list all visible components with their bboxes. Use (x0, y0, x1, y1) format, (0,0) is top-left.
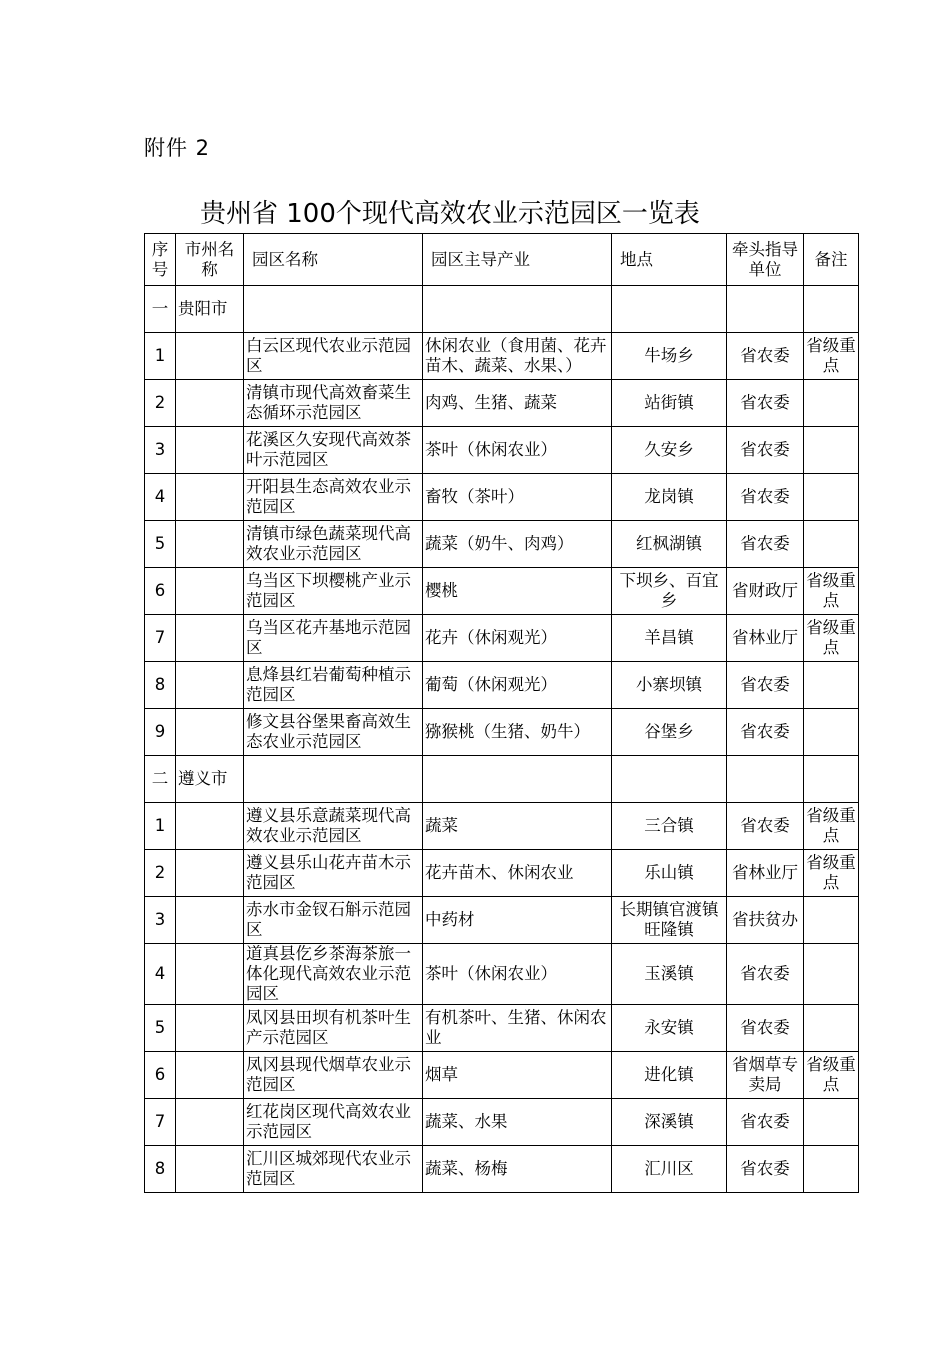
cell-seq: 一 (145, 286, 176, 333)
table-row (145, 1099, 859, 1146)
cell-park-name (244, 756, 423, 803)
cell-lead-unit: 省农委 (727, 1099, 804, 1146)
cell-remark (804, 756, 859, 803)
cell-industry: 茶叶（休闲农业） (423, 944, 612, 1005)
cell-industry: 蔬菜、杨梅 (423, 1146, 612, 1193)
document-title: 贵州省 100个现代高效农业示范园区一览表 (200, 199, 700, 229)
cell-remark (804, 286, 859, 333)
cell-seq: 7 (145, 615, 176, 662)
cell-lead-unit: 省财政厅 (727, 568, 804, 615)
cell-lead-unit: 省农委 (727, 521, 804, 568)
table-row (145, 1146, 859, 1193)
cell-city (176, 1005, 244, 1052)
parks-table (144, 233, 859, 1193)
cell-park-name: 道真县仡乡茶海茶旅一体化现代高效农业示范园区 (244, 944, 423, 1005)
cell-industry: 有机茶叶、生猪、休闲农业 (423, 1005, 612, 1052)
table-row (145, 944, 859, 1005)
header-seq: 序号 (145, 234, 176, 286)
table-row (145, 380, 859, 427)
cell-city (176, 427, 244, 474)
cell-seq: 2 (145, 850, 176, 897)
cell-location: 下坝乡、百宜乡 (612, 568, 727, 615)
cell-park-name: 白云区现代农业示范园区 (244, 333, 423, 380)
cell-seq: 8 (145, 662, 176, 709)
cell-lead-unit (727, 286, 804, 333)
cell-remark: 省级重点 (804, 1052, 859, 1099)
cell-remark: 省级重点 (804, 615, 859, 662)
cell-park-name: 乌当区下坝樱桃产业示范园区 (244, 568, 423, 615)
cell-seq: 5 (145, 1005, 176, 1052)
header-industry: 园区主导产业 (423, 234, 612, 286)
cell-city (176, 568, 244, 615)
table-row (145, 709, 859, 756)
cell-city (176, 1099, 244, 1146)
cell-industry: 中药材 (423, 897, 612, 944)
cell-industry: 休闲农业（食用菌、花卉苗木、蔬菜、水果、） (423, 333, 612, 380)
cell-lead-unit: 省农委 (727, 709, 804, 756)
cell-lead-unit: 省林业厅 (727, 615, 804, 662)
table-row (145, 615, 859, 662)
cell-industry: 蔬菜（奶牛、肉鸡） (423, 521, 612, 568)
cell-seq: 3 (145, 427, 176, 474)
cell-remark (804, 521, 859, 568)
table-row (145, 333, 859, 380)
table-row (145, 568, 859, 615)
cell-industry: 烟草 (423, 1052, 612, 1099)
cell-seq: 1 (145, 333, 176, 380)
header-lead-unit: 牵头指导单位 (727, 234, 804, 286)
cell-industry: 猕猴桃（生猪、奶牛） (423, 709, 612, 756)
cell-park-name: 息烽县红岩葡萄种植示范园区 (244, 662, 423, 709)
cell-seq: 5 (145, 521, 176, 568)
cell-industry: 花卉苗木、休闲农业 (423, 850, 612, 897)
cell-industry: 茶叶（休闲农业） (423, 427, 612, 474)
cell-industry: 肉鸡、生猪、蔬菜 (423, 380, 612, 427)
cell-remark: 省级重点 (804, 568, 859, 615)
cell-lead-unit: 省农委 (727, 333, 804, 380)
cell-park-name: 遵义县乐山花卉苗木示范园区 (244, 850, 423, 897)
cell-park-name (244, 286, 423, 333)
cell-location: 长期镇官渡镇旺隆镇 (612, 897, 727, 944)
cell-city (176, 380, 244, 427)
cell-location (612, 756, 727, 803)
cell-seq: 1 (145, 803, 176, 850)
cell-location: 久安乡 (612, 427, 727, 474)
cell-city (176, 333, 244, 380)
cell-remark (804, 474, 859, 521)
cell-lead-unit: 省烟草专卖局 (727, 1052, 804, 1099)
table-row (145, 1005, 859, 1052)
cell-city (176, 709, 244, 756)
cell-location: 进化镇 (612, 1052, 727, 1099)
header-remark: 备注 (804, 234, 859, 286)
table-row (145, 521, 859, 568)
cell-seq: 6 (145, 568, 176, 615)
cell-remark: 省级重点 (804, 803, 859, 850)
cell-city (176, 521, 244, 568)
cell-city (176, 1052, 244, 1099)
cell-location: 羊昌镇 (612, 615, 727, 662)
cell-lead-unit: 省农委 (727, 380, 804, 427)
cell-city (176, 474, 244, 521)
cell-remark (804, 1099, 859, 1146)
cell-industry (423, 286, 612, 333)
cell-remark (804, 662, 859, 709)
cell-location: 汇川区 (612, 1146, 727, 1193)
cell-park-name: 凤冈县田坝有机茶叶生产示范园区 (244, 1005, 423, 1052)
cell-location: 小寨坝镇 (612, 662, 727, 709)
table-row (145, 662, 859, 709)
cell-location: 站街镇 (612, 380, 727, 427)
cell-park-name: 遵义县乐意蔬菜现代高效农业示范园区 (244, 803, 423, 850)
cell-location: 深溪镇 (612, 1099, 727, 1146)
cell-industry: 葡萄（休闲观光） (423, 662, 612, 709)
cell-industry: 樱桃 (423, 568, 612, 615)
cell-location: 三合镇 (612, 803, 727, 850)
table-row (145, 897, 859, 944)
cell-seq: 7 (145, 1099, 176, 1146)
cell-remark (804, 380, 859, 427)
cell-location: 玉溪镇 (612, 944, 727, 1005)
cell-city (176, 850, 244, 897)
cell-industry (423, 756, 612, 803)
cell-lead-unit: 省农委 (727, 1005, 804, 1052)
header-park-name: 园区名称 (244, 234, 423, 286)
cell-seq: 9 (145, 709, 176, 756)
cell-remark (804, 709, 859, 756)
cell-park-name: 赤水市金钗石斛示范园区 (244, 897, 423, 944)
cell-city (176, 897, 244, 944)
cell-lead-unit: 省扶贫办 (727, 897, 804, 944)
cell-park-name: 清镇市绿色蔬菜现代高效农业示范园区 (244, 521, 423, 568)
cell-seq: 4 (145, 474, 176, 521)
cell-location: 红枫湖镇 (612, 521, 727, 568)
cell-location: 谷堡乡 (612, 709, 727, 756)
cell-city (176, 662, 244, 709)
cell-lead-unit: 省农委 (727, 944, 804, 1005)
cell-location: 牛场乡 (612, 333, 727, 380)
cell-park-name: 修文县谷堡果畜高效生态农业示范园区 (244, 709, 423, 756)
cell-park-name: 红花岗区现代高效农业示范园区 (244, 1099, 423, 1146)
cell-remark: 省级重点 (804, 333, 859, 380)
cell-industry: 蔬菜 (423, 803, 612, 850)
cell-city (176, 803, 244, 850)
cell-remark (804, 1005, 859, 1052)
cell-city (176, 615, 244, 662)
cell-park-name: 乌当区花卉基地示范园区 (244, 615, 423, 662)
cell-lead-unit: 省农委 (727, 662, 804, 709)
cell-lead-unit: 省农委 (727, 1146, 804, 1193)
table-row (145, 427, 859, 474)
cell-remark (804, 897, 859, 944)
cell-seq: 8 (145, 1146, 176, 1193)
cell-remark (804, 427, 859, 474)
cell-seq: 二 (145, 756, 176, 803)
table-row (145, 1052, 859, 1099)
cell-lead-unit: 省林业厅 (727, 850, 804, 897)
table-row (145, 756, 859, 803)
table-header-row (145, 234, 859, 286)
cell-industry: 花卉（休闲观光） (423, 615, 612, 662)
cell-city: 遵义市 (176, 756, 244, 803)
cell-seq: 2 (145, 380, 176, 427)
table-row (145, 286, 859, 333)
cell-location: 乐山镇 (612, 850, 727, 897)
cell-remark (804, 1146, 859, 1193)
cell-city (176, 1146, 244, 1193)
header-city: 市州名称 (176, 234, 244, 286)
cell-industry: 蔬菜、水果 (423, 1099, 612, 1146)
cell-park-name: 花溪区久安现代高效茶叶示范园区 (244, 427, 423, 474)
cell-location: 龙岗镇 (612, 474, 727, 521)
cell-seq: 4 (145, 944, 176, 1005)
table-row (145, 850, 859, 897)
cell-lead-unit (727, 756, 804, 803)
cell-lead-unit: 省农委 (727, 803, 804, 850)
cell-lead-unit: 省农委 (727, 427, 804, 474)
cell-lead-unit: 省农委 (727, 474, 804, 521)
cell-seq: 6 (145, 1052, 176, 1099)
cell-location: 永安镇 (612, 1005, 727, 1052)
cell-remark: 省级重点 (804, 850, 859, 897)
cell-park-name: 清镇市现代高效畜菜生态循环示范园区 (244, 380, 423, 427)
table-row (145, 474, 859, 521)
attachment-label: 附件 2 (144, 136, 211, 160)
cell-industry: 畜牧（茶叶） (423, 474, 612, 521)
header-location: 地点 (612, 234, 727, 286)
table-row (145, 803, 859, 850)
cell-city (176, 944, 244, 1005)
cell-park-name: 开阳县生态高效农业示范园区 (244, 474, 423, 521)
cell-city: 贵阳市 (176, 286, 244, 333)
cell-park-name: 汇川区城郊现代农业示范园区 (244, 1146, 423, 1193)
cell-park-name: 凤冈县现代烟草农业示范园区 (244, 1052, 423, 1099)
cell-seq: 3 (145, 897, 176, 944)
cell-remark (804, 944, 859, 1005)
cell-location (612, 286, 727, 333)
